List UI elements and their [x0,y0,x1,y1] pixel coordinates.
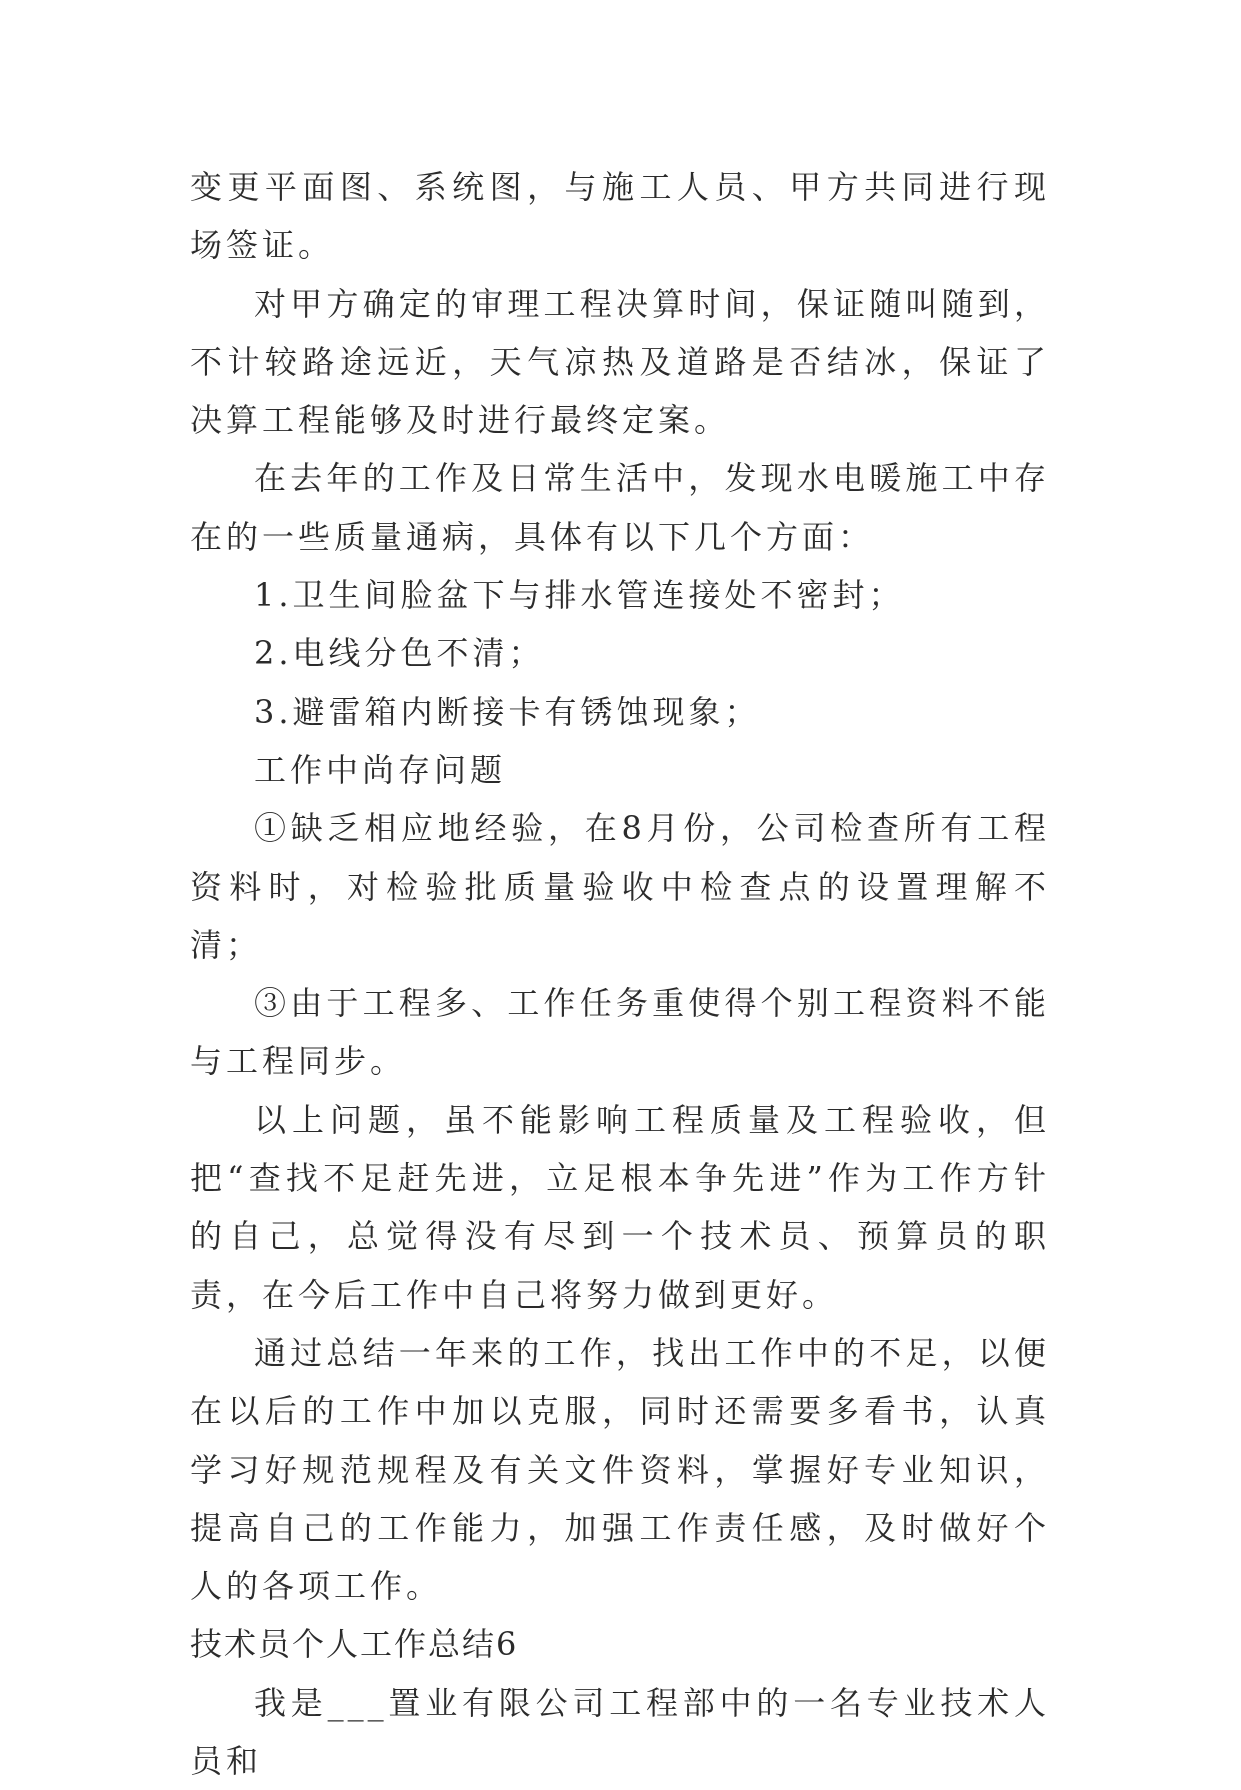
paragraph-problem-3: ③由于工程多、工作任务重使得个别工程资料不能与工程同步。 [190,984,1050,1081]
paragraph-section-6-intro: 我是___置业有限公司工程部中的一名专业技术人员和 [190,1683,1050,1781]
paragraph-continuation: 变更平面图、系统图，与施工人员、甲方共同进行现场签证。 [190,168,1050,265]
paragraph-problem-1: ①缺乏相应地经验，在8月份，公司检查所有工程资料时，对检验批质量验收中检查点的设置理解不清； [190,809,1050,964]
subheading-remaining-problems: 工作中尚存问题 [254,750,507,789]
section-heading: 技术员个人工作总结6 [190,1625,519,1664]
paragraph-quality-issues-intro: 在去年的工作及日常生活中，发现水电暖施工中存在的一些质量通病，具体有以下几个方面： [190,459,1050,556]
paragraph-reflection: 以上问题，虽不能影响工程质量及工程验收，但把“查找不足赶先进，立足根本争先进”作为工作方针的自己，总觉得没有尽到一个技术员、预算员的职责，在今后工作中自己将努力做到更好。 [190,1100,1050,1314]
list-item-issue-1: 1.卫生间脸盆下与排水管连接处不密封； [254,576,905,615]
paragraph-settlement-time: 对甲方确定的审理工程决算时间，保证随叫随到，不计较路途远近，天气凉热及道路是否结冰，保证了决算工程能够及时进行最终定案。 [190,284,1050,440]
list-item-issue-3: 3.避雷箱内断接卡有锈蚀现象； [254,692,761,731]
paragraph-conclusion: 通过总结一年来的工作，找出工作中的不足，以便在以后的工作中加以克服，同时还需要多看书，认真学习好规范规程及有关文件资料，掌握好专业知识，提高自己的工作能力，加强工作责任感，及时做好个人的各项工作。 [190,1333,1050,1606]
document-body [190,158,1050,1790]
list-item-issue-2: 2.电线分色不清； [254,634,545,673]
